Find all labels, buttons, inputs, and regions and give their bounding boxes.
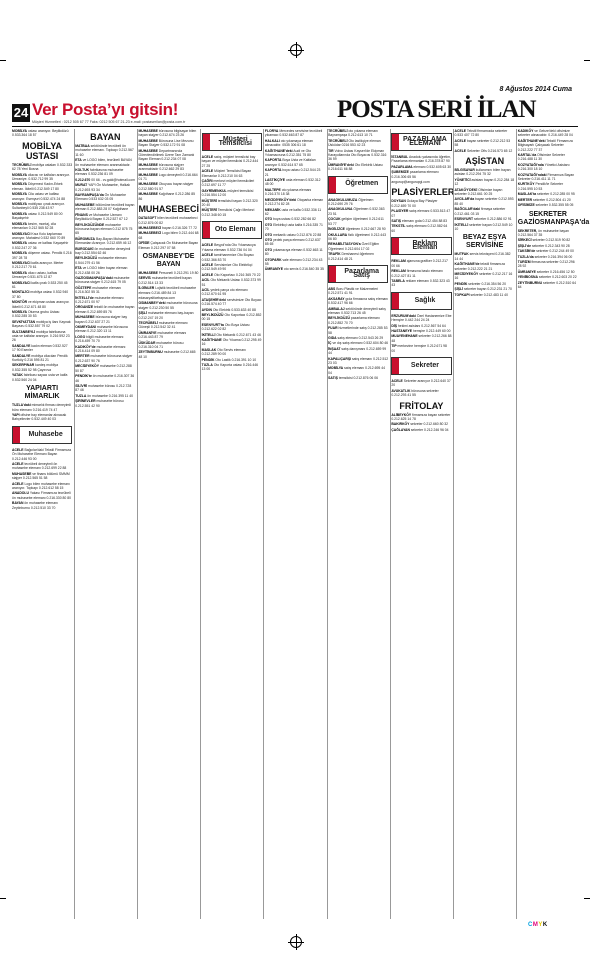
classified-ad: OKULLARA fizik öğretmeni 0.212.443 06 80 xyxy=(328,232,386,241)
category-box xyxy=(202,133,262,151)
category-heading: MUHASEBECİ xyxy=(138,204,199,215)
ad-column xyxy=(328,129,388,919)
classified-ad: MOBİLYA cilacısı ve kalfaları aranıyor. Ümraniye. 0.532.712 99 35 xyxy=(12,172,70,182)
category-label: Pazarlama Satış xyxy=(344,267,380,279)
issue-date: 8 Ağustos 2014 Cuma xyxy=(499,86,572,93)
classified-ad: TECRÜBELİ muhasebe elemanı Güneşli 0.212.542 32 41 xyxy=(138,321,188,330)
classified-ad: OTO yıkamacıya eleman 0.532.663 11 80 xyxy=(264,247,323,257)
classified-ad: BEYLİKDÜZÜNDE muhasebe bürosuna bayan eleman 0.212 875 75 65 xyxy=(75,222,133,236)
classified-ad: MÜŞTERİ temsilcisi bayan 0.212.320 20 40 xyxy=(201,198,258,208)
classified-ad: BAYAN ön muhasebe elemanı Zeytinburnu 0.212.510 33 70 xyxy=(12,501,58,510)
category-accent-bar xyxy=(329,266,336,282)
classified-ad: MOBİLYA ustası 0.212.549 80 00 Başakşehir xyxy=(12,211,63,221)
classified-ad: PENDİK Oto Lastik 0.216.391 10 10 xyxy=(201,357,257,362)
classified-ad: BAKIRKÖY sekreter 0.212.660 80 32 xyxy=(391,422,449,427)
classified-ad: KOZYATAĞI'nda Yönetici Asistanı 0.216.300 18 10 xyxy=(517,162,570,172)
classified-ad: GAYRİMENKUL müşteri temsilcisi 0.216.554 12 00 xyxy=(201,188,254,198)
category-heading: SEKRETER GAZİOSMANPAŞA'da xyxy=(517,210,590,226)
classified-ad: ANAOKULUMUZA Öğretmen 0.212.690 29 76 xyxy=(328,197,374,207)
classified-ad: MUHASEBECİ bayan 0.216.326 77 72 xyxy=(138,225,197,230)
classified-ad: ŞİŞLİ sekreter bayan 0.212.231 21 70 xyxy=(454,287,512,292)
classified-ad: TIP merkezine hemşire 0.212.671 98 00 xyxy=(391,344,447,353)
classified-ad: İÇ ve dış satış elemanı 0.532.604 80 46 xyxy=(328,341,389,346)
column-divider xyxy=(453,129,454,919)
category-label: Müşteri Temsilcisi xyxy=(218,135,252,147)
classified-ad: MECİDİYEKÖY muhasebe 0.212.288 50 87 xyxy=(75,364,132,373)
classified-ad: DOYSAN Gıdaya Bay Plasiyer 0.212.659 70 00 xyxy=(391,199,438,208)
classified-ad: MOBİLYA döşeme ustası. Pendik 0.216 397 28 78 xyxy=(12,251,72,260)
classified-ad: MOBİLYA kesim, montaj, cila elemanları 0.212 565 52 28 xyxy=(12,221,56,231)
classified-ad: MOBİLYA Cila ustası ve kalfası aranıyor. Esenyurt 0.532.474 24 88 xyxy=(12,192,65,201)
classified-ad: LASTİKÇİYE usta eleman 0.532.312 48 00 xyxy=(264,178,321,187)
classified-ad: FLORYA Mercedes servisine tecrübeli yıkamacı 0.532.663 87 87 xyxy=(264,129,323,138)
classified-ad: ACELE Beşyol'nda Oto Yıkamacıya Yıkama elemanı 0.532.736 04 04 xyxy=(201,243,256,252)
classified-ad: REKLAM ajansına grafiker 0.212.217 00 66 xyxy=(391,259,448,268)
classified-ad: BAYRAMPAŞA'da Ön Muhasebe Elemanı 0.533 632 03 05 xyxy=(75,193,126,202)
ad-column xyxy=(12,129,72,919)
classified-ad: SEVKİYATTAN mobilya iş ilanı Kaynak Başvuru 0.532.557 79 02 xyxy=(12,319,71,329)
classified-ad: ACELE Sekreter Ofis 0.216.573 65 12 xyxy=(454,148,513,153)
ad-column xyxy=(265,129,325,919)
classified-ad: ACELE tamirhanemize Oto Boyacı 0.532.366 83 70 xyxy=(201,253,255,262)
category-accent-bar xyxy=(329,177,336,193)
classified-ad: ŞİŞLİ muhasebe elemanı bay-bayan 0.212.247 19 20 xyxy=(138,311,194,320)
classified-ad: MUHASEBE bölümüne tecrübeli bayan eleman 0.212.883 28 07 Kağıthane xyxy=(75,202,135,212)
classified-ad: KAPORTA Boya Usta ve Kalfaları aranıyor 0.532.614 57 65 xyxy=(264,158,316,167)
classified-ad: BEYLİKDÜZÜ pazarlama elemanı 0.212.852 70 70 xyxy=(328,316,380,325)
classified-ad: SANDALYE mobilya cilacıları Pendik Kurtköy 0.216 595 81 21 xyxy=(12,353,68,363)
classified-ad: YENİBOSNA sekreter 0.212.603 20 22 xyxy=(517,275,577,280)
classified-ad: MOBİLYACI kalfa çırak 0.533 250 45 61 xyxy=(12,280,68,289)
cmyk-c: C xyxy=(528,922,533,928)
classified-ad: PENDİK sekreter 0.216.354 56 20 xyxy=(454,281,507,286)
classified-ad: TURİZM firmasına sekreter 0.212.296 28 92 xyxy=(517,259,575,269)
column-divider xyxy=(390,129,391,919)
classified-ad: AYDIN Oto Elektrik 0.533.633 40 88 xyxy=(201,307,256,312)
classified-ad: SERVİS muhasebe tecrübeli bayan 0.212.514 13 33 xyxy=(138,276,192,285)
category-heading: MOBİLYA USTASI xyxy=(22,140,63,161)
classified-ad: ŞİRİNEVLER muhasebe bürosu 0.212.551 42 90 xyxy=(75,399,124,408)
category-accent-bar xyxy=(13,427,20,443)
classified-ad: MUHASEBE ve finans bölümü SMMM stajyer 0.212.565 51 58 xyxy=(12,471,70,481)
classified-ad: AVCILAR'da bayan sekreter 0.212.593 85 40 xyxy=(454,197,514,206)
classified-ad: DİŞ hekimi asistanı 0.212.567 54 64 xyxy=(391,323,446,328)
ad-column xyxy=(202,129,262,919)
classified-ad: OTO yedek parça elemanı 0.212.637 85 65 xyxy=(264,237,321,247)
header-divider xyxy=(12,126,578,127)
column-divider xyxy=(327,129,328,919)
classified-ad: ACELE Logo bilen muhasebe elemanı aranıyor. Topkapı 0.212.612 58 15 xyxy=(12,481,70,490)
classified-ad: KADIKÖY'de muhasebe elemanı 0.216.414 09 80 xyxy=(75,344,126,354)
classified-ad: SİRKECİ sekreter 0.212.519 90 82 xyxy=(517,238,571,243)
classified-ad: BAĞCILAR'daki firmaya sekreter 0.212.461 03 15 xyxy=(454,207,506,216)
slogan: Ver Posta’yı gitsin! xyxy=(32,100,179,119)
classified-ad: SULTANBEYLİ mobilya fabrikasına usta ve kalfalar aranıyor. 0.216 592 23 26 xyxy=(12,329,70,343)
classified-ad: ACELE bayan sekreter 0.212.212 53 58 xyxy=(454,138,511,148)
classified-ad: MUTFAK servis teknisyeni 0.216.382 14 44 xyxy=(454,252,511,261)
classified-ad: ACİL yedek parça oto elemanı 0.212.670 61 95 xyxy=(201,287,248,297)
category-label: Sağlık xyxy=(414,296,436,304)
category-accent-bar xyxy=(392,238,399,254)
classified-ad: MECİDİYEKÖY sekreter 0.212.217 16 16 xyxy=(454,271,513,281)
classified-ad: MERTER sekreter 0.212.504 41 20 xyxy=(517,197,571,202)
classified-ad: ÇAĞRI merkezi müşteri temsilcileri 0.212.697 11 77 xyxy=(201,179,255,188)
category-accent-bar xyxy=(203,134,210,150)
classified-ad: TECRÜBELİ mobilya ustaları 0.532.333 62 78 Yeni Bosna xyxy=(12,162,73,172)
classified-ad: HALKALI oto yıkamaya eleman alınacaktır. 0535 306 61 18 xyxy=(264,138,313,148)
classified-ad: BİLGİSAYAR kullanımını bilen bayan asistan 0.212.294 75 32 xyxy=(454,168,511,177)
classified-ad: MÜŞTERİ Temsilcisi Çağrı Merkezi 0.212.348 60 15 xyxy=(201,208,255,217)
classified-ad: İNGİLİZCE öğretmen 0.212.667 28 90 xyxy=(328,227,386,232)
registration-mark-icon xyxy=(290,936,302,948)
classified-ad: ETA ve LOGO bilen bayan eleman 0.212.438 00 26 xyxy=(75,266,128,275)
classified-ad: OKMEYDANI muhasebe bürosuna eleman 0.212.320 13 11 xyxy=(75,325,128,334)
classified-ad: MASLAK Oto Servis elemanı 0.212.289 90 00 xyxy=(201,347,246,357)
category-accent-bar xyxy=(392,358,399,374)
classified-ad: TUZLA ön muhasebe 0.216.395 11 40 xyxy=(75,393,134,398)
cmyk-k: K xyxy=(542,922,548,928)
classified-ad: ACELE Oto Kaportacı 0.216 365 70 22 xyxy=(201,272,261,277)
classified-ad: SANDALYE kadın eleman 0.532.527 17 90 Esenler xyxy=(12,343,68,353)
classified-ad: TOPKAPI sekreter 0.212.483 11 40 xyxy=(454,292,508,297)
classified-ad: GAZİOSMANPAŞA'daki muhasebe bürosuna stajyer 0.212.615 79 05 xyxy=(75,275,130,285)
classified-ad: PENDİK'te ön muhasebe 0.216.307 36 46 xyxy=(75,374,135,383)
category-heading: YAPIARTI MİMARLIK xyxy=(24,385,60,401)
classified-ad: İKİTELLİ sekreter bayan 0.212.549 10 10 xyxy=(454,222,513,231)
classified-ad: ÜMRANİYE muhasebe elemanı 0.216.443 87 79 xyxy=(138,330,187,340)
classified-ad: TEKSTİL satış elemanı 0.212.582 64 60 xyxy=(391,224,448,233)
classified-ad: ATAŞEHİR'deki servisimize Oto Boyacı 0.216.574 40 77 xyxy=(201,297,262,307)
classified-ad: ANADOLU Yakası Firmamıza tecrübeli ön muhasebe elemanı 0.216.330 80 80 xyxy=(12,491,72,500)
classified-ad: MUHASEBE Kağıthane 0.212.286 85 86 xyxy=(138,192,195,201)
category-accent-bar xyxy=(203,222,210,238)
column-divider xyxy=(200,129,201,919)
classified-ad: TECRÜBELİ oto yıkama elemanı Bayrampaşa 0.212.613 10 71 xyxy=(328,129,379,138)
category-label: Muhasebe xyxy=(28,430,63,438)
classified-ad: MOBİLYA satış elemanı 0.212.695 44 04 xyxy=(328,366,385,375)
contact-line: Müşteri Hizmetleri : 0212 505 67 77 Faks: 0212 505 67 21-23 e-mail: postaserilan@posta.com.tr xyxy=(32,120,186,124)
classified-ad: MALTEPE oto yıkama elemanı 0.216.370 18 38 xyxy=(264,187,312,197)
category-heading: BAYAN xyxy=(90,132,121,142)
classified-ad: MUHASEBECİ Logo bilen 0.212.444 68 68 xyxy=(138,231,199,240)
classified-ad: MOBİLYA Döşemeci Kadın-Erkek eleman. İkitelli 0.212.549 17 80 xyxy=(12,182,63,191)
classified-ad: BEYLİKDÜZÜ Oto Kaportacı 0.212.852 00 15 xyxy=(201,312,262,322)
column-divider xyxy=(263,129,264,919)
classified-ad: MUAYENEHANE sekreter 0.212.266 88 48 xyxy=(391,334,452,343)
classified-ad: YATAK fabrikası sayacı usta ve kalfa 0.532.560 24 04 xyxy=(12,373,68,382)
classified-ad: YAPI ofisine bay elemanlar alınacak Bahçelievler 0.532.449 40 03 xyxy=(12,412,67,422)
ad-column xyxy=(75,129,135,919)
classified-ad: MASLAK'ta sekreter 0.212.285 00 95 xyxy=(517,192,575,197)
classified-ad: ACELE Bağcılar'daki Tekstil Firmamıza Ön Muhasebe Elemanı Bayan 0.212.446 93 00 xyxy=(12,447,72,461)
classified-ad: MOBİLYA Oturma grubu Ustası 0.532.285 30 53 xyxy=(12,310,60,319)
classified-ad: ACELE Servisimize Oto Elektrikçi 0.212.549 49 90 xyxy=(201,262,253,272)
classified-ad: TUZLA'da sekreter 0.216.394 06 00 xyxy=(517,254,573,259)
category-box xyxy=(391,133,451,151)
classified-ad: TAKSİM'de sekreter 0.212.244 49 00 xyxy=(517,249,574,254)
classified-ad: ACELE Tekstil firmamızda sekreter 0.533 407 72 80 xyxy=(454,129,508,138)
classified-ad: KURTKÖY Pendik'te Sekreter 0.216.595 10 53 xyxy=(517,182,564,191)
classified-ad: MUHASEBE Departmanında Görevlendirilmek Üzere Tam Zamanlı Bayan Eleman 0.212.234 07 08 xyxy=(138,148,195,162)
classified-ad: ORGANİZE tekstil ön muhasebe bayan eleman 0.212.659 85 76 xyxy=(75,305,135,314)
classified-ad: LOGO bilgili muhasebe elemanı 0.216.459 70 70 xyxy=(75,334,124,344)
logo-seri-ilan: SERİ İLAN xyxy=(417,96,536,123)
classified-ad: MOBİLYA cilacı ustası, kalfası Ümraniye 0.531.675 12 87 xyxy=(12,270,58,280)
classified-ad: BEYLİKDÜZÜ muhasebe elemanı 0.544 279 41 56 xyxy=(75,256,127,265)
category-label: Sekreter xyxy=(410,361,439,369)
classified-ad: 0.212.670 00 66 - cv.gold@hotmail.com xyxy=(75,177,135,182)
classified-ad: MUHASEBE Okuyucu bayan stajyer 0.212.580 91 57 xyxy=(138,182,194,191)
classified-ad: ÜMRANİYE oto servis 0.216.540 35 35 xyxy=(264,267,324,272)
classified-ad: ÇAĞLAYAN sekreter 0.212.246 96 04 xyxy=(391,427,449,432)
classified-ad: OTO mekanik ustası 0.212.876 22 88 xyxy=(264,232,322,237)
classified-ad: ESENYURT sekreter 0.212.886 02 91 xyxy=(454,217,512,222)
page-number: 24 xyxy=(13,105,29,120)
classified-ad: TABELA reklam elemanı 0.532.323 43 43 xyxy=(391,278,450,288)
classified-ad: SATIŞ elemanı gıda 0.212.454 88 83 xyxy=(391,219,448,224)
category-label: Öğretmen xyxy=(345,180,379,188)
classified-ad: SEKRETER, ön muhasebe bayan 0.212.564 37 35 xyxy=(517,228,569,237)
classified-ad: OTO boya ustası 0.532.282 66 82 xyxy=(264,217,316,222)
classified-ad: TECRÜBELİ Oto lastikçiye eleman Üsküdar 0216 553 42 23 xyxy=(328,138,381,148)
classified-ad: OTO Elektrikçi usta kalfa 0.216.335 71 70 xyxy=(264,222,323,232)
classified-ad: OFİSİE Çalışacak Ön Muhasebe Bayan Eleman 0.212 297 07 58 xyxy=(138,241,199,250)
classified-ad: ÇOCUK gelişim öğretmeni 0.212.611 53 77 xyxy=(328,217,384,226)
classified-ad: ATAKÖY'DEKİ Ofisimize bayan sekreter 0.212.661 00 25 xyxy=(454,187,503,197)
classified-ad: GÖZTEPE muhasebe elemanı 0.216.302 55 31 xyxy=(75,285,122,295)
classified-ad: ETA ve LOGO bilen, tecrübeli BAYAN ön muhasebe elemanı aranmaktadır. xyxy=(75,158,132,167)
category-label: PAZARLAMA ELEMANI xyxy=(403,135,447,147)
classified-ad: MOBİLYACI Kısa Kolu kaplamacı aranıyor. Mahalesi 0.532 660 70 89 xyxy=(12,231,66,240)
classified-ad: MUHASEBE bürosuna stajyer bay bayan 0.212.637 27 21 xyxy=(75,315,128,324)
classified-ad: OFİSİMİZE sekreter 0.532.355 55 05 xyxy=(517,203,574,208)
classified-ad: KOLTUK fabrikasına muhasebe elemanı 0.532.236 81 09 xyxy=(75,168,124,177)
category-box xyxy=(391,237,451,255)
ad-column xyxy=(455,129,515,919)
classified-ad: KAPALIÇARŞI satış elemanı 0.212.512 23 03 xyxy=(328,356,389,366)
classified-ad: DATASOFT bilen tecrübeli muhasebeci 0.212.876 00 82 xyxy=(138,216,198,225)
category-heading: FRİTOLAY xyxy=(399,400,444,411)
classified-ad: ÜSKÜDAR muhasebe bürosu 0.216.310 04 71 xyxy=(138,340,184,350)
classified-ad: MATBAA sektöründe tecrübeli ön muhasebe elemanı. Topkapı 0.212.567 11 60 xyxy=(75,144,134,157)
category-heading: BEYAZ EŞYA SERVİSİNE xyxy=(462,234,507,250)
crop-mark xyxy=(584,60,590,61)
ad-column xyxy=(391,129,455,919)
classified-ad: GIDA satış elemanı 0.212.543 26 29 xyxy=(328,336,384,340)
classified-ad: ZEYTİNBURNU muhasebe 0.212.665 48 10 xyxy=(138,350,196,359)
classified-ad: MUHASEBE Logo deneyimli 0.216.664 01 71 xyxy=(138,172,198,182)
classified-ad: TUZLA Oto Kaporta ustası 0.216.446 13 00 xyxy=(201,363,259,372)
column-divider xyxy=(137,129,138,919)
classified-ad: BURODAKİ ön muhasebe deneyimli bay 0.212.554 62 46 xyxy=(75,246,131,255)
classified-ad: ACELE Sekreter aranıyor 0.212.640 37 20 xyxy=(391,378,451,388)
classified-ad: KADIKÖY ve Gebze'deki ofisimize sekreter alınacaktır. 0.216.449 28 04 xyxy=(517,129,573,138)
classified-ad: ALİBEYKÖY firmamıza bayan sekreter 0.212.625 14 78 xyxy=(391,412,451,421)
registration-mark-icon xyxy=(290,44,302,56)
classified-ad: REHABİLİTASYON'a Özel Eğitim Öğretmeni 0.212.604 17 02 xyxy=(328,242,379,251)
classified-ad: ÜMRANİYE'deki Oto Elektrik Ustası 0.216.611 66 88 xyxy=(328,162,383,172)
classified-ad: MEKANİK usta ve kalfa 0.532.336 11 62 xyxy=(264,207,322,216)
classified-ad: İKİTELLİ Oto Mekanik 0.212.671 43 46 xyxy=(201,332,261,337)
classified-ad: MUHASEBE Bürosuna Lise Mezunu Bayan Stajyer 0.532.172 91 08 xyxy=(138,138,194,148)
classified-ad: MUHASEBE Personeli 0.212.291 19 80 xyxy=(138,270,199,275)
classified-ad: MERTER muhasebe bürosuna stajyer 0.212.637 90 76 xyxy=(75,354,133,363)
classified-ad: TIR Volvo Ustası Kayseri'de Ekipman Karayollarında Oto Boyacısı 0.532.316 36 59 xyxy=(328,148,387,162)
category-box xyxy=(391,292,451,310)
classified-ad: ERZURUM'daki Özel Hastanemize Ebe Hemşire 0.442 244 24 24 xyxy=(391,313,452,323)
classified-ad: ACELE satış, müşteri temsilcisi bay bayan ve müşteri temsilcisi 0.212.444 27 25 xyxy=(201,155,259,168)
column-divider xyxy=(74,129,75,919)
classified-ad: REKLAM firmasına baskı elemanı 0.212.427 81 11 xyxy=(391,269,443,278)
classified-ad: TRAFİK Dershanesi öğretmen 0.212.414 48 21 xyxy=(328,252,374,261)
category-label: Oto Elemanı xyxy=(214,226,256,234)
ad-column xyxy=(517,129,590,919)
classified-ad: İLGİNLER Lojistik tecrübeli muhasebe elemanı 0.216.489 84 13 xyxy=(138,286,197,295)
classified-ad: İKİTELLİ'de muhasebe elemanı 0.212.671 00 97 xyxy=(75,295,124,304)
category-box xyxy=(12,426,72,444)
classified-ad: MUHASEBE bürosuna stajyer aranmaktadır 0.212.662 29 83 xyxy=(138,162,184,172)
classified-columns xyxy=(12,129,590,919)
classified-ad: KAĞITHANE'deki Tekstil Firmamıza Bilgisayarlı Çalışacak Sekreter 0.212.222 77 37 xyxy=(517,138,573,152)
classified-ad: ACELE tecrübeli deneyimli ön muhasebe elemanı 0.212.699 22 88 xyxy=(12,461,67,471)
classified-ad: SEKERPINAR kardeş mobilya 0.532.355 52 98 Çayırova xyxy=(12,363,58,372)
crop-mark xyxy=(0,60,6,61)
cmyk-y: Y xyxy=(538,922,543,928)
classified-ad: SATIŞ temsilcisi 0.212.876 06 06 xyxy=(328,376,378,381)
classified-ad: MONTAJCI mobilya ustası 0.532.940 37 80 xyxy=(12,290,69,299)
classified-ad: ESENYURT'ta Oto Boya Ustası 0.212.622 02 82 xyxy=(201,322,250,332)
classified-ad: ABS Boru Plastik ve Malzemeleri 0.212.571 41 91 xyxy=(328,286,379,296)
classified-ad: BÜROMUZA Bay-Bayan Muhasebe Elemanları Aranıyor. 0.212.659 46 12 xyxy=(75,236,132,246)
classified-ad: ZEYTİNBURNU sekreter 0.212.510 64 64 xyxy=(517,280,577,289)
classified-ad: FUAR hizmetlerinde satış 0.212.285 53 58 xyxy=(328,326,388,335)
classified-ad: edasaryalticebapsa.com xyxy=(138,295,176,300)
cmyk-print-mark xyxy=(528,922,548,928)
classified-ad: AKSARAY gıda firmasına satış elemanı 0.532.417 96 66 xyxy=(328,296,389,306)
classified-ad: ŞİŞLİ'de sekreter 0.212.343 90 28 xyxy=(517,243,570,248)
classified-ad: SİLİVRİ muhasebe bürosu 0.212.728 87 46 xyxy=(75,383,132,393)
classified-ad: ANAOKULUNA Öğretmen 0.532.363 23 51 xyxy=(328,207,385,216)
classified-ad: ŞUBEMİZE pazarlama elemanı 0.216.306 65 56 xyxy=(391,170,439,179)
cmyk-m: M xyxy=(532,922,539,928)
classified-ad: ÜMRANİYE sekreter 0.216.456 12 50 xyxy=(517,269,575,274)
category-heading: PLASİYERLER xyxy=(391,187,455,198)
classified-ad: MURAT YAPI Ön Muhasebe, Halkalı 0.212.693 93 34 xyxy=(75,183,131,192)
category-box xyxy=(202,221,262,239)
category-box xyxy=(328,265,388,283)
classified-ad: KAĞITHANE'deki Audi ve Oto Yıkamacısına 0.212.351 75 80 xyxy=(264,148,312,158)
logo-posta: POSTA xyxy=(337,96,413,123)
classified-ad: HASTANEYE hemşire 0.212.449 60 00 xyxy=(391,328,451,333)
classified-ad: AMBALAJ sektöründe deneyimli satış elemanı 0.532.713 26 45 xyxy=(328,306,386,315)
crop-mark xyxy=(0,898,6,899)
category-accent-bar xyxy=(392,293,399,309)
classified-ad: KOZYATAĞI'ndaki Firmamıza Bayan Sekreter 0.216.411 11 71 xyxy=(517,172,575,182)
category-accent-bar xyxy=(392,134,399,150)
posta-seri-ilan-logo xyxy=(337,96,536,124)
classified-ad: KAPORTA boya ustası 0.212.544 23 21 xyxy=(264,168,321,177)
classified-ad: MOBİLYA mobilyacı çırak aranıyor. Sultanbeyli 0.535 238 43 97 xyxy=(12,202,65,211)
page-header xyxy=(12,86,578,126)
classified-ad: TUZLA'daki mimarlık firması deneyimli büro elemanı 0.216.419 74 47 xyxy=(12,403,71,412)
classified-ad: AVUKATLIK bürosuna sekreter 0.212.293 41 55 xyxy=(391,388,439,398)
classified-ad: YÖNETİCİ asistanı bayan 0.212.284 18 12 xyxy=(454,177,515,187)
classified-ad: ACİL Oto Mekanik Ustası 0.532.373 99 51 xyxy=(201,278,261,287)
column-divider xyxy=(516,129,517,919)
classified-ad: KARTAL'da Ofisimize Sekreter 0.216.488 11 30 xyxy=(517,153,565,162)
category-box xyxy=(391,357,451,375)
category-label: Reklam Eleman xyxy=(412,239,438,252)
classified-ad: angurup@angurupgl.com xyxy=(391,180,430,185)
classified-ad: MECİDİYEKÖY'deki Otoparka eleman 0.212.274 82 28 xyxy=(264,197,324,207)
classified-ad: ACELE Müşteri Temsilcisi Bayan Elemanlar 0.212.210 04 63 xyxy=(201,169,252,178)
classified-ad: PLASİYER satış elemanı 0.533.513 47 07 xyxy=(391,209,451,218)
category-heading: AŞİSTAN xyxy=(465,156,505,167)
classified-ad: MOBİLYA ustası ve kalfası Kayaşehir 0.532.247 27 36 xyxy=(12,241,69,250)
classified-ad: OSMANBEY'deki muhasebe bürosuna stajyer 0.212.230 50 55 xyxy=(138,301,198,310)
crop-mark xyxy=(584,898,590,899)
classified-ad: İSTANBUL Anadolu yakasında öğretim, Pazarlama elemanları 0.216.378 87 90 xyxy=(391,155,452,164)
classified-ad: MOBİLYACI kalfa aranıyor. Merter 0.212.217 70 61 xyxy=(12,260,64,270)
classified-ad: MOBİLYA ustası aranıyor. Beylikdüzü 0.533.364 18 57 xyxy=(12,129,69,138)
classified-ad: PAZARLAMA elemanı 0.532.605 63 30 xyxy=(391,164,452,169)
classified-ad: KAĞITHANE'de tekstil firmamıza sekreter 0.212.222 21 21 xyxy=(454,262,505,271)
page-footer xyxy=(12,922,578,936)
classified-ad: MUHASEBE bürosuna bilgisayar bilen bayan stajyer 0.212.674 23 26 xyxy=(138,129,197,138)
category-box xyxy=(328,176,388,194)
classified-ad: OTOPARK vale elemanı 0.212.234 43 55 xyxy=(264,257,323,266)
classified-ad: MONTÖR ve ekipman ustası aranıyor. İkitelli 0.212.671 48 80 xyxy=(12,300,70,309)
ad-column xyxy=(138,129,198,919)
classified-ad: İNŞAAT satış danışmanı 0.212.659 99 44 xyxy=(328,346,387,356)
classified-ad: FİNANS ve Muhasebe Uzmanı Beylikdüzü Bayan 0.212.527 67 12 xyxy=(75,212,128,222)
classified-ad: KAĞITHANE Oto Yıkama 0.212.295 49 16 xyxy=(201,338,262,347)
category-heading: OSMANBEY'DE BAYAN xyxy=(142,252,195,268)
